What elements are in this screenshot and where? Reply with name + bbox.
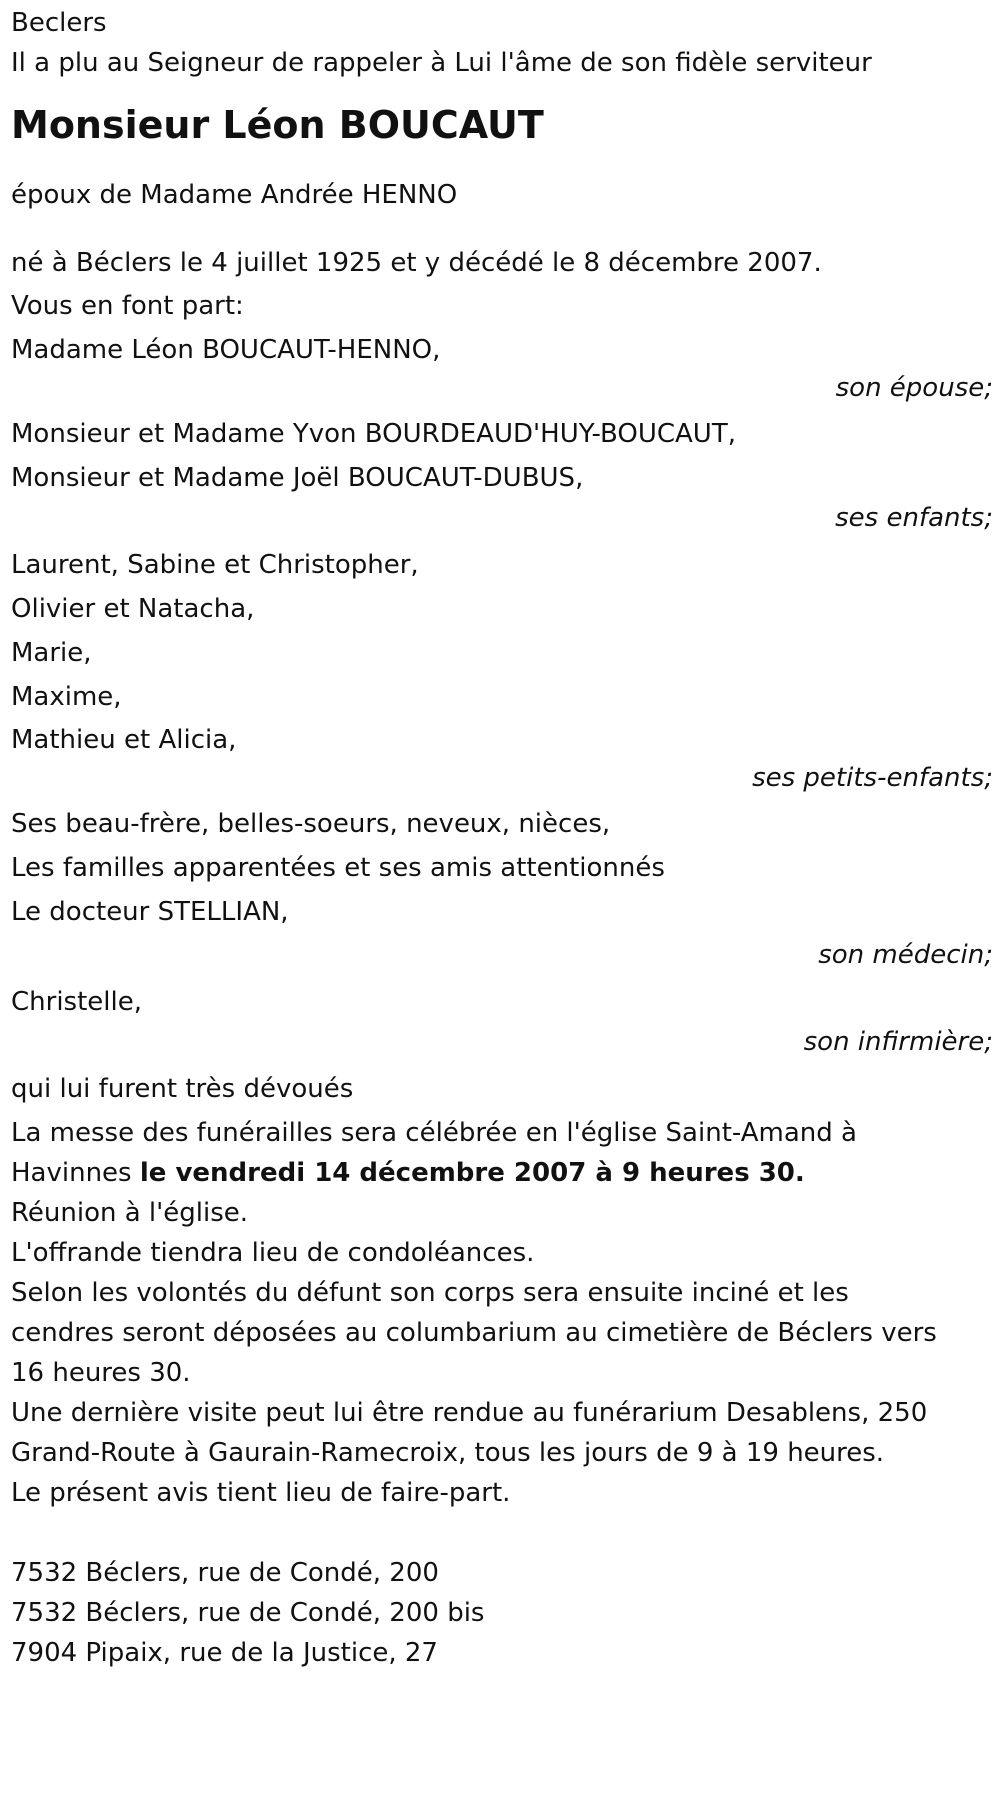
address-2: 7532 Béclers, rue de Condé, 200 bis [11,1598,485,1628]
role-doctor: son médecin; [818,940,993,970]
detail-2: L'offrande tiendra lieu de condoléances. [11,1238,535,1268]
child-2: Monsieur et Madame Joël BOUCAUT-DUBUS, [11,463,584,493]
intro-text: Il a plu au Seigneur de rappeler à Lui l'âme de son fidèle serviteur [11,48,872,78]
place-name: Beclers [11,8,107,38]
role-nurse: son infirmière; [803,1027,993,1057]
detail-8: Le présent avis tient lieu de faire-part. [11,1478,511,1508]
grandchild-1: Laurent, Sabine et Christopher, [11,550,419,580]
role-spouse: son épouse; [835,373,993,403]
detail-1: Réunion à l'église. [11,1198,249,1228]
mass-date: le vendredi 14 décembre 2007 à 9 heures 30. [139,1158,805,1188]
header-block [11,0,1000,83]
detail-4: cendres seront déposées au columbarium au cimetière de Béclers vers [11,1318,937,1348]
role-children: ses enfants; [835,503,993,533]
detail-6: Une dernière visite peut lui être rendue au funérarium Desablens, 250 [11,1398,928,1428]
grandchild-4: Maxime, [11,682,122,712]
address-1: 7532 Béclers, rue de Condé, 200 [11,1558,439,1588]
address-3: 7904 Pipaix, rue de la Justice, 27 [11,1638,438,1668]
announcement-block [11,243,1000,1129]
spouse-name: Madame Léon BOUCAUT-HENNO, [11,335,441,365]
mass-block [11,1113,1000,1513]
detail-7: Grand-Route à Gaurain-Ramecroix, tous les jours de 9 à 19 heures. [11,1438,885,1468]
addresses-block [11,1553,1000,1673]
child-1: Monsieur et Madame Yvon BOURDEAUD'HUY-BOUCAUT, [11,419,736,449]
mass-place: Havinnes [11,1158,140,1188]
nurse-name: Christelle, [11,987,142,1017]
detail-3: Selon les volontés du défunt son corps sera ensuite inciné et les [11,1278,849,1308]
deceased-name: Monsieur Léon BOUCAUT [11,103,544,147]
devoted-line: qui lui furent très dévoués [11,1074,354,1104]
spouse-line: époux de Madame Andrée HENNO [11,180,458,210]
announce-line: Vous en font part: [11,291,244,321]
mass-line-1: La messe des funérailles sera célébrée en l'église Saint-Amand à [11,1118,857,1148]
birth-death-line: né à Béclers le 4 juillet 1925 et y décédé le 8 décembre 2007. [11,248,822,278]
others-3: Le docteur STELLIAN, [11,897,289,927]
grandchild-5: Mathieu et Alicia, [11,725,237,755]
grandchild-3: Marie, [11,638,92,668]
grandchild-2: Olivier et Natacha, [11,594,255,624]
mass-line-2 [11,1153,1000,1193]
others-1: Ses beau-frère, belles-soeurs, neveux, nièces, [11,809,611,839]
others-2: Les familles apparentées et ses amis attentionnés [11,853,665,883]
role-grandchildren: ses petits-enfants; [752,763,993,793]
detail-5: 16 heures 30. [11,1358,191,1388]
